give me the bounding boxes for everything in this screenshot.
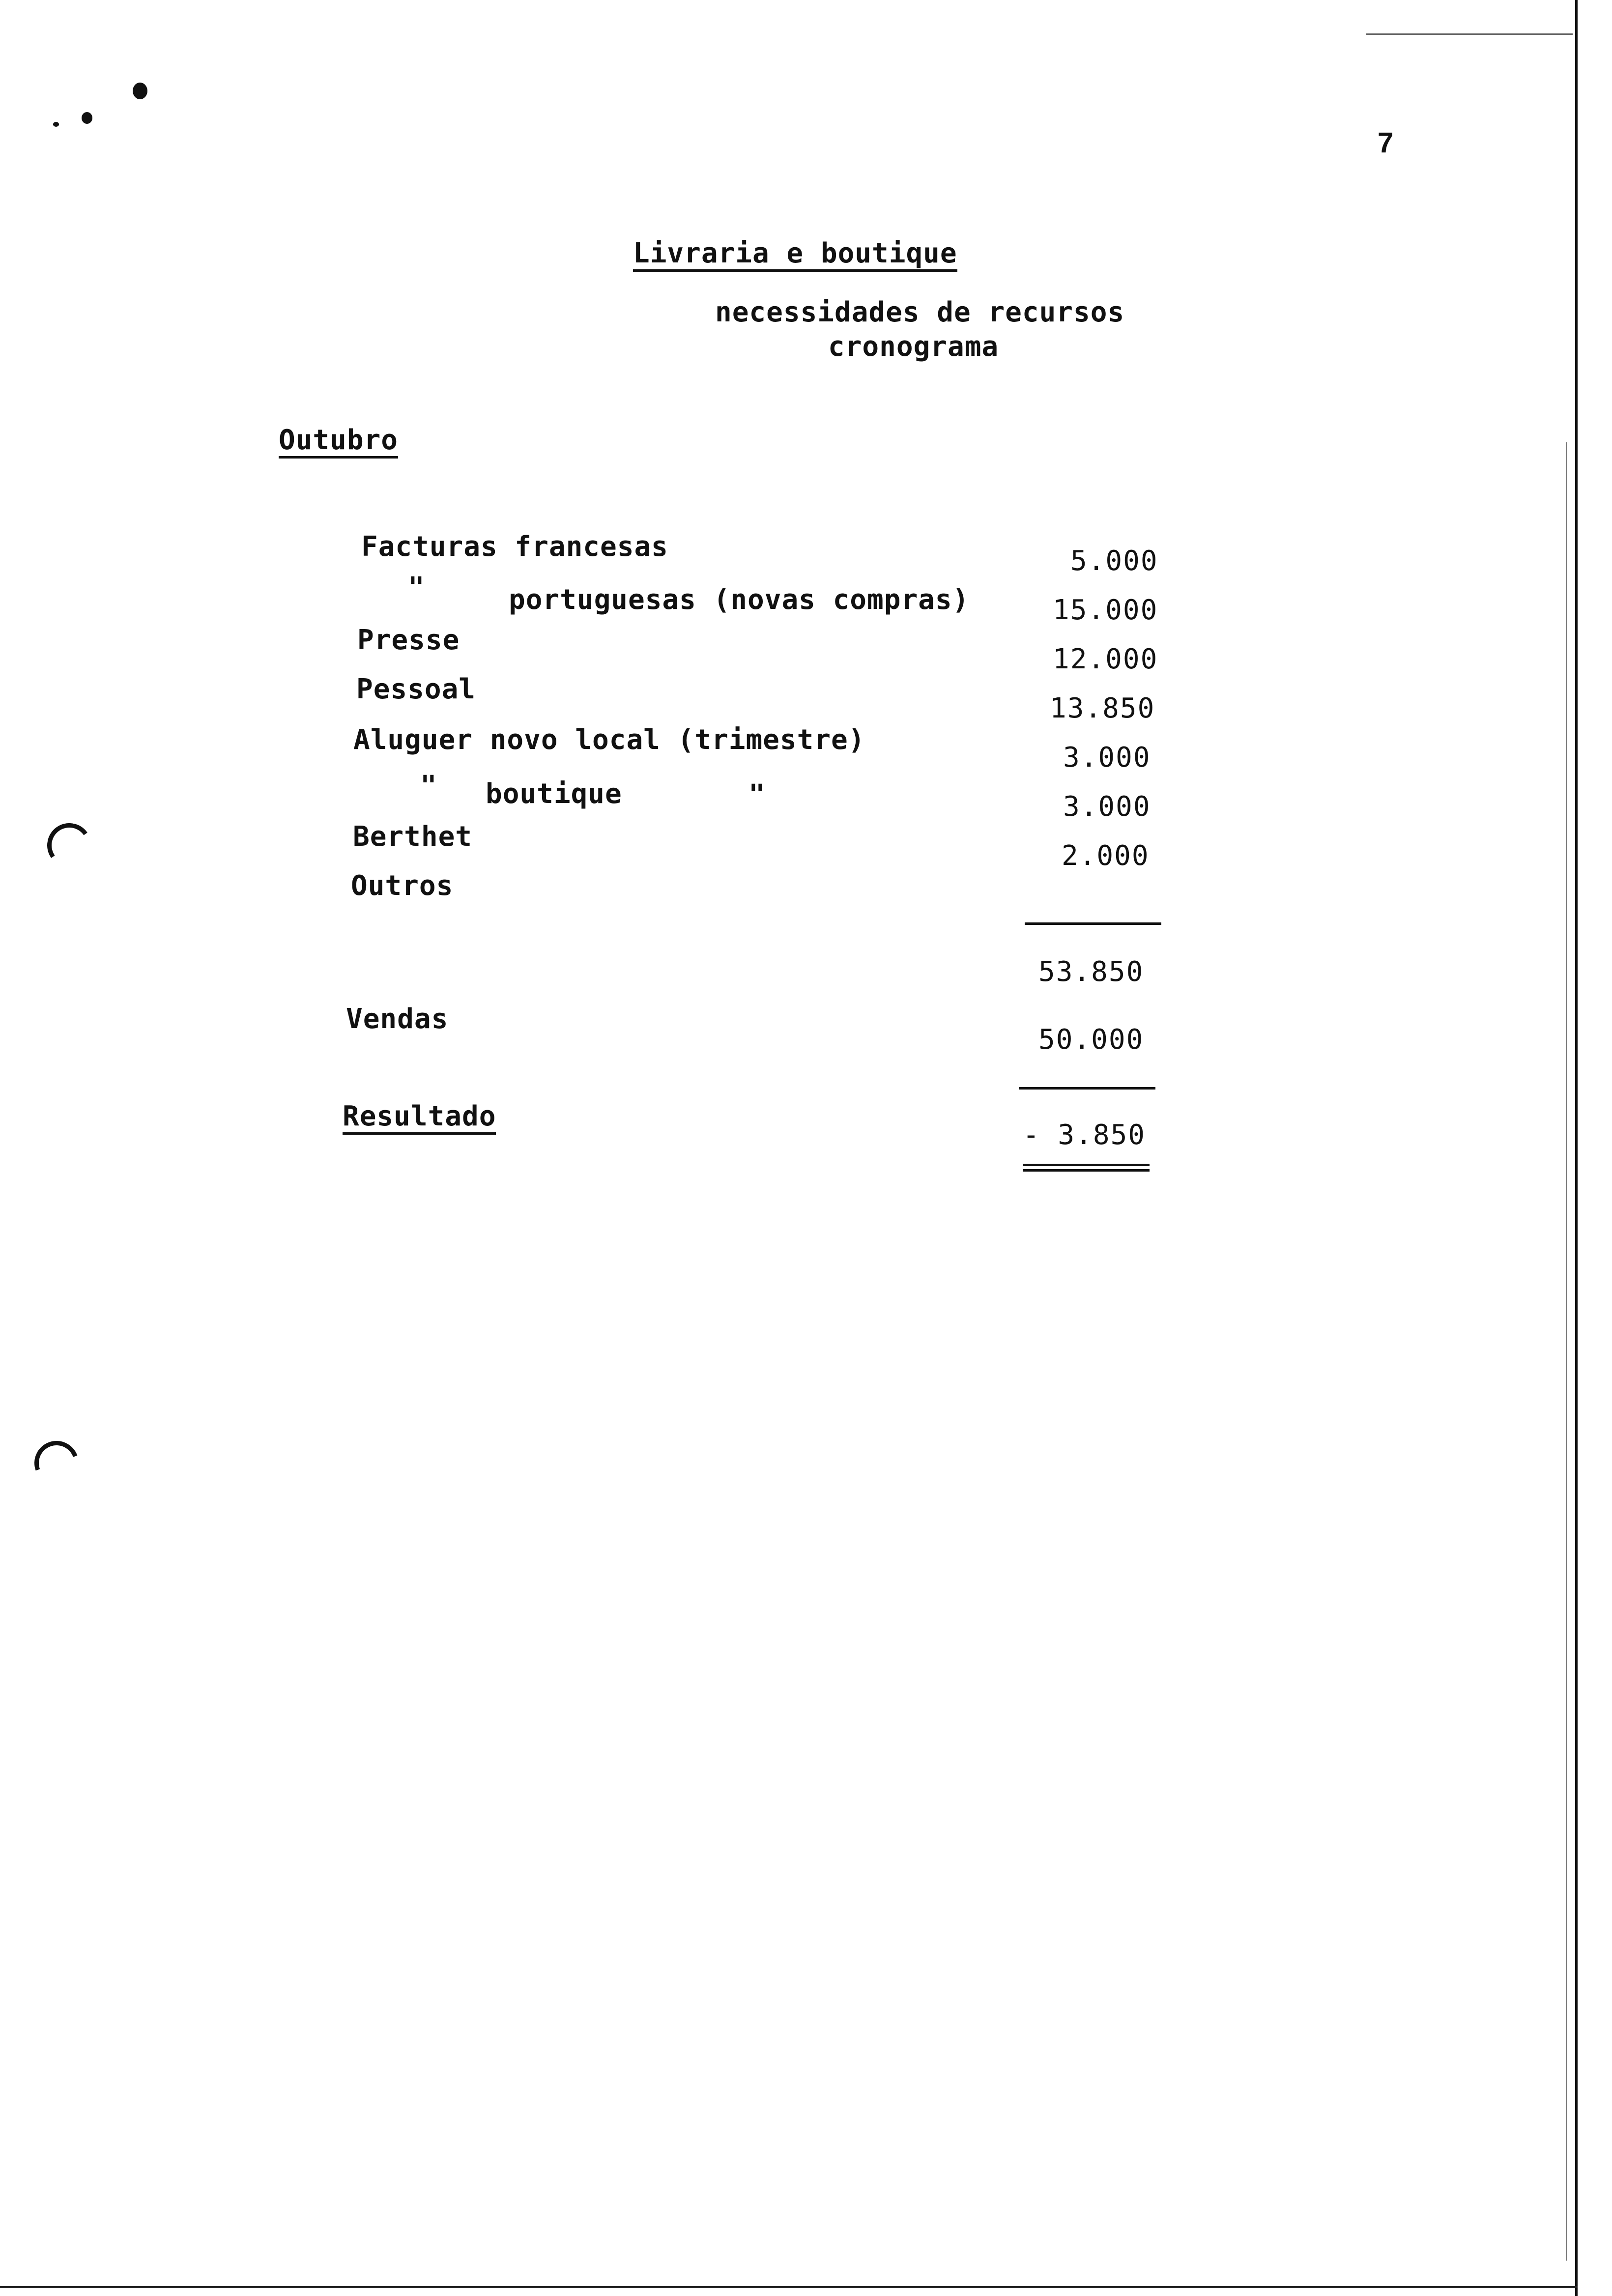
ditto-mark: " xyxy=(420,770,437,802)
item-label: Pessoal xyxy=(356,673,476,705)
page-right-edge xyxy=(1575,0,1578,2296)
page-bottom-edge xyxy=(0,2286,1578,2288)
scan-speck xyxy=(82,112,92,124)
punch-hole-mark xyxy=(44,820,95,871)
subtitle-line-1: necessidades de recursos xyxy=(715,296,1125,328)
result-rule xyxy=(1019,1087,1155,1090)
item-label: Aluguer novo local (trimestre) xyxy=(353,724,865,756)
result-double-underline xyxy=(1023,1164,1150,1172)
item-value: 15.000 xyxy=(1053,594,1158,626)
item-label: boutique xyxy=(486,778,622,810)
page-right-edge-inner xyxy=(1566,442,1567,2261)
result-value: - 3.850 xyxy=(1023,1119,1146,1151)
item-label: Facturas francesas xyxy=(361,531,668,563)
item-value: 3.000 xyxy=(1063,791,1151,823)
sales-label: Vendas xyxy=(346,1003,449,1035)
item-value: 5.000 xyxy=(1070,545,1158,577)
page-number: 7 xyxy=(1378,127,1394,159)
subtitle-line-2: cronograma xyxy=(828,331,999,363)
punch-hole-mark xyxy=(27,1434,86,1492)
item-value: 2.000 xyxy=(1062,840,1150,872)
scan-speck xyxy=(53,122,59,127)
page-title: Livraria e boutique xyxy=(633,240,957,272)
item-value: 13.850 xyxy=(1050,692,1155,724)
ditto-mark: " xyxy=(408,572,425,603)
item-value: 12.000 xyxy=(1053,643,1158,675)
page-top-edge-fragment xyxy=(1366,33,1573,35)
item-label: portuguesas (novas compras) xyxy=(509,584,970,616)
item-value: 3.000 xyxy=(1063,742,1151,774)
item-label: Presse xyxy=(357,624,460,656)
subtotal-value: 53.850 xyxy=(1038,956,1144,988)
subtotal-rule xyxy=(1025,922,1161,925)
scan-speck xyxy=(133,83,147,99)
item-label: Outros xyxy=(351,870,454,902)
month-heading: Outubro xyxy=(279,427,398,459)
ditto-mark: " xyxy=(748,779,766,811)
result-label: Resultado xyxy=(343,1103,496,1135)
item-label: Berthet xyxy=(353,821,473,853)
sales-value: 50.000 xyxy=(1038,1024,1144,1056)
